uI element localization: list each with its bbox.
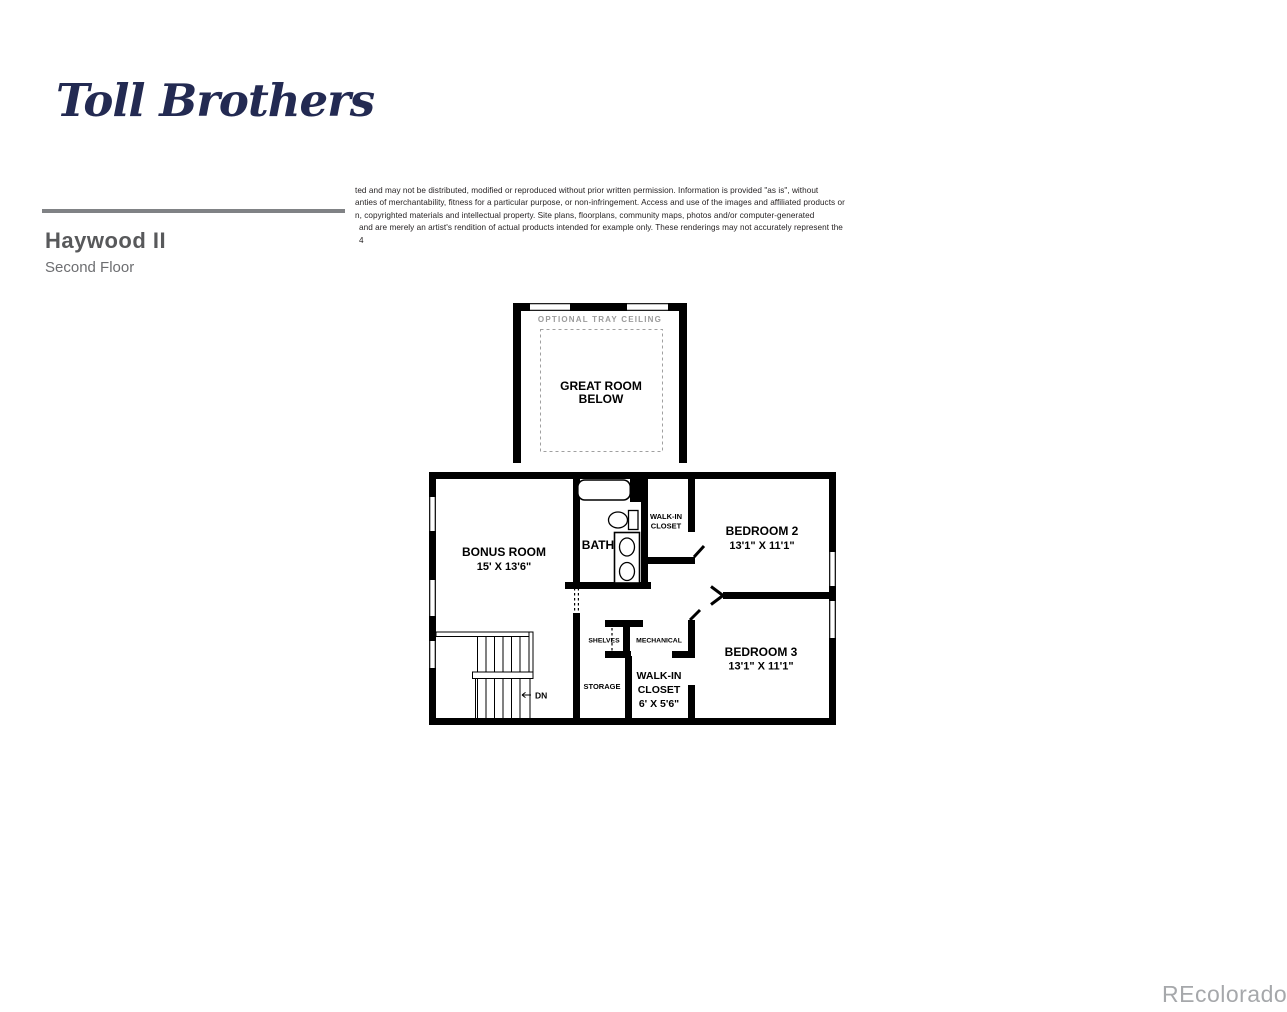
bath-fixtures (578, 480, 640, 583)
disclaimer-line-1: ted and may not be distributed, modified or reproduced without prior written permission. Information is provided "as is", without (355, 186, 819, 195)
walkin-closet-lower-label-line2: CLOSET (637, 684, 681, 696)
stairs-dn-label: DN (535, 690, 548, 701)
stairs (436, 632, 547, 718)
disclaimer-text (355, 185, 915, 247)
bonus-room-label: BONUS ROOM (462, 545, 546, 559)
walkin-closet-upper-label-line1: WALK-IN (649, 512, 683, 521)
floor-subtitle: Second Floor (45, 259, 135, 276)
disclaimer-line-4: and are merely an artist's rendition of actual products intended for example only. These renderings may not accurately represent the (359, 223, 843, 233)
toll-brothers-logo: Toll Brothers (56, 74, 375, 127)
bathtub-icon (578, 480, 631, 500)
great-room-label-line2: BELOW (578, 392, 624, 406)
tray-ceiling-note: OPTIONAL TRAY CEILING (537, 315, 663, 324)
disclaimer-line-3: n, copyrighted materials and intellectual property. Site plans, floorplans, community maps, photos and/or computer-generated (355, 210, 815, 220)
toilet-tank-icon (629, 511, 639, 530)
toilet-bowl-icon (609, 512, 628, 528)
sink-icon (620, 538, 635, 556)
bonus-room-dims: 15' X 13'6" (476, 561, 532, 573)
storage-label: STORAGE (583, 682, 621, 691)
recolorado-watermark: REcolorado (1162, 981, 1287, 1007)
walkin-closet-upper-label-line2: CLOSET (650, 521, 682, 531)
shelves-label: SHELVES (588, 637, 620, 645)
mechanical-label: MECHANICAL (636, 637, 682, 645)
door-swing-marks (690, 546, 723, 620)
great-room-label-line1: GREAT ROOM (560, 379, 642, 393)
floor-plan (420, 290, 845, 735)
bedroom-2-label: BEDROOM 2 (725, 524, 799, 538)
bath-label: BATH (581, 538, 615, 552)
bedroom-3-dims: 13'1" X 11'1" (728, 660, 794, 673)
divider-rule (42, 209, 345, 213)
walkin-closet-lower-dims: 6' X 5'6" (638, 698, 680, 710)
bedroom-2-dims: 13'1" X 11'1" (729, 540, 795, 552)
plan-title: Haywood II (45, 228, 167, 253)
walkin-closet-lower-label-line1: WALK-IN (636, 670, 682, 682)
sink-icon (620, 563, 635, 581)
bedroom-3-label: BEDROOM 3 (724, 645, 798, 659)
disclaimer-line-5: 4 (359, 235, 364, 245)
disclaimer-line-2: anties of merchantability, fitness for a particular purpose, or non-infringement. Access and use of the images and affiliated products or (355, 198, 845, 208)
